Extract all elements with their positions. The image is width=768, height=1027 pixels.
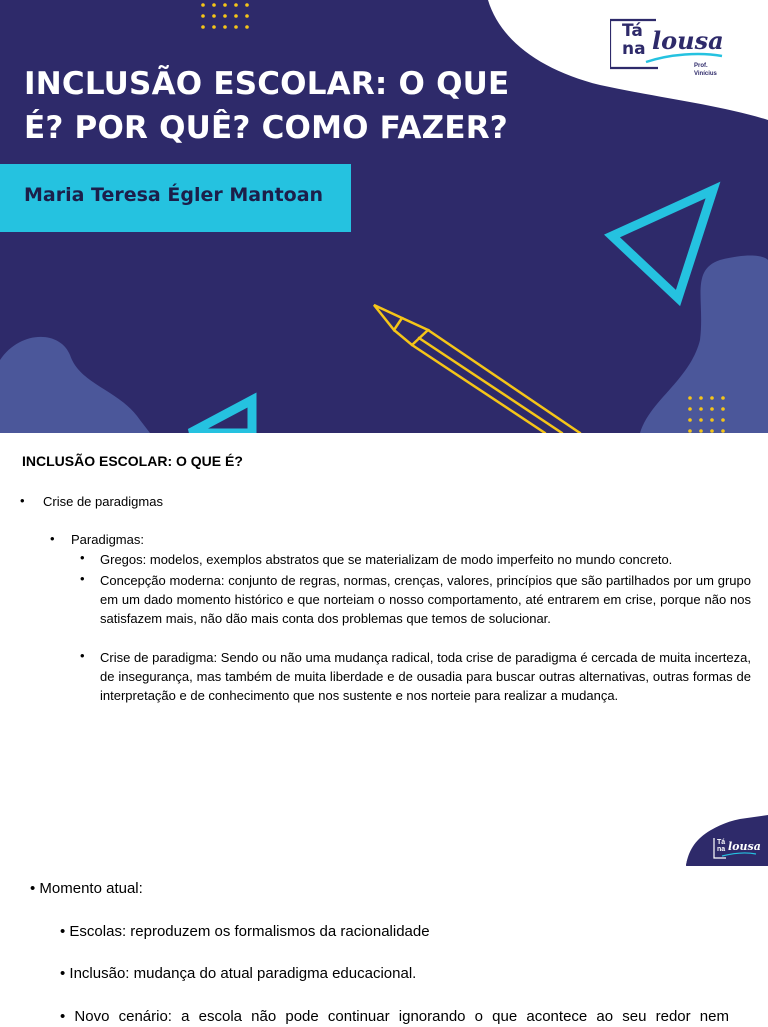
slide3-item-inclusao: • Inclusão: mudança do atual paradigma educacional. xyxy=(60,965,417,982)
bullet-crise-text: Crise de paradigmas xyxy=(43,494,163,509)
small-logo-lousa: lousa xyxy=(728,840,761,853)
small-logo xyxy=(686,816,768,866)
bullet-paradigmas-text: Paradigmas: xyxy=(71,532,144,547)
dot-grid-top xyxy=(201,3,249,29)
bullet-dot: • xyxy=(20,493,25,508)
logo-lousa-text: lousa xyxy=(652,26,724,55)
triangle-outline-right xyxy=(612,190,713,298)
slide-title xyxy=(24,62,544,150)
pencil-illustration xyxy=(374,305,580,433)
author-name: Maria Teresa Égler Mantoan xyxy=(24,184,324,206)
slide3-item-momento: • Momento atual: xyxy=(30,880,143,897)
slide2-heading: INCLUSÃO ESCOLAR: O QUE É? xyxy=(22,453,243,469)
triangle-outline-bottom xyxy=(190,400,252,433)
ta-na-lousa-logo xyxy=(610,18,730,77)
author-bar xyxy=(0,164,351,232)
title-line-1: INCLUSÃO ESCOLAR: O QUE xyxy=(24,66,510,102)
logo-ta-text: Tá na xyxy=(622,21,646,59)
small-logo-ta: Tá na xyxy=(717,839,726,853)
sub-item-text: Crise de paradigma: Sendo ou não uma mudança radical, toda crise de paradigma é cercada de muita incerteza, de insegurança, mas também de muita liberdade e de ousadia para buscar outras alternativas, outras formas de interpretação e de conhecimento que nos sustente e nos norteie para realizar a mudança. xyxy=(100,650,751,703)
slide3-item-cenario: • Novo cenário: a escola não pode continuar ignorando o que acontece ao seu redor nem xyxy=(60,1008,729,1025)
title-line-2: É? POR QUÊ? COMO FAZER? xyxy=(24,110,508,146)
bullet-dot: • xyxy=(80,648,85,663)
content-slide-3 xyxy=(0,866,768,1024)
bullet-dot: • xyxy=(50,531,55,546)
bullet-dot: • xyxy=(80,571,85,586)
sub-item-text: Concepção moderna: conjunto de regras, normas, crenças, valores, princípios que são partilhados por um grupo em um dado momento histórico e que norteiam o nosso comportamento, até entrarem em crise, porque não nos satisfazem mais, não dão mais conta dos problemas que temos de solucionar. xyxy=(100,573,751,626)
bullet-dot: • xyxy=(80,550,85,565)
logo-prof-text: Prof. Vinícius xyxy=(694,63,717,77)
blob-bottom-left xyxy=(0,337,150,433)
sub-item-text: Gregos: modelos, exemplos abstratos que se materializam de modo imperfeito no mundo concreto. xyxy=(100,552,673,567)
slide3-item-escolas: • Escolas: reproduzem os formalismos da racionalidade xyxy=(60,923,430,940)
title-slide xyxy=(0,0,768,433)
